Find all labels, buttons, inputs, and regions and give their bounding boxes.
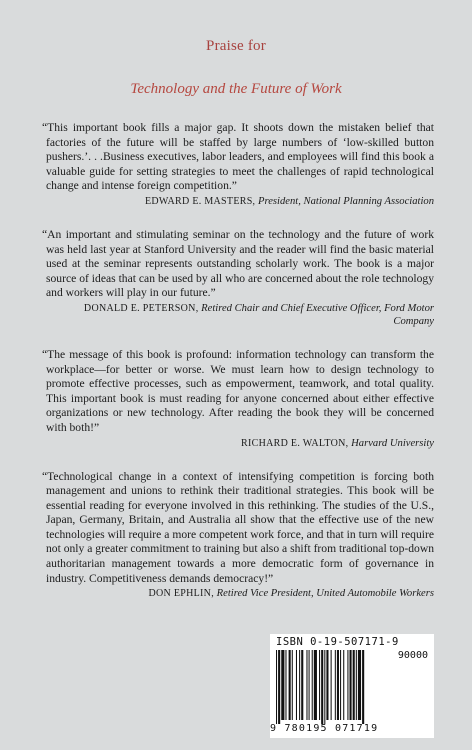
attribution-name: RICHARD E. WALTON,	[241, 437, 349, 449]
barcode-bar	[324, 650, 325, 724]
ean-digits: 9 780195 071719	[270, 723, 379, 734]
barcode-bar	[301, 650, 303, 720]
barcode-bar	[350, 650, 352, 720]
barcode-bar	[335, 650, 336, 720]
barcode-bar	[340, 650, 341, 720]
attribution-role: Retired Vice President, United Automobile Workers	[216, 588, 434, 600]
quotes-list	[42, 121, 434, 620]
attribution-role: Harvard University	[351, 437, 434, 449]
barcode-bar	[343, 650, 344, 720]
barcode-bar	[326, 650, 328, 720]
barcode-bar	[337, 650, 339, 720]
praise-label: Praise for	[206, 38, 266, 54]
quote-text: “The message of this book is profound: information technology can transform the workplace—for better or worse. We must learn how to design technology to promote effective processes, such as empowerment, teamwork, and total quality. This important book is must reading for anyone concerned about either effective organizations or new technology. After reading the book they will be concerned with both!”	[42, 347, 434, 434]
quote-masters	[42, 121, 434, 208]
barcode-bar	[278, 650, 280, 724]
barcode-bar	[314, 650, 317, 720]
barcode-bar	[353, 650, 355, 720]
barcode-bar	[299, 650, 300, 720]
price-code: 90000	[397, 650, 428, 661]
barcode-bar	[321, 650, 323, 724]
attribution-role: Retired Chair and Chief Executive Officer, Ford Motor Company	[201, 302, 434, 327]
quote-walton	[42, 348, 434, 450]
barcode-bar	[347, 650, 348, 720]
attribution	[42, 195, 434, 208]
barcode-bar	[362, 650, 364, 724]
quote-text: “This important book fills a major gap. It shoots down the mistaken belief that factories of the future will be staffed by large numbers of ‘low-skilled button pushers.’. . .Business executives, labor leaders, and employees will find this book a valuable guide for setting strategies to meet the challenges of rapid technological change and intense foreign competition.”	[42, 121, 434, 193]
barcode-bar	[309, 650, 310, 720]
barcode-bars-icon	[276, 650, 386, 724]
quote-text: “Technological change in a context of intensifying competition is forcing both management and unions to rethink their traditional strategies. This book will be essential reading for everyone involved in this rethinking. The studies of the U.S., Japan, Germany, Britain, and Australia all show that the effective use of the new technologies will require a more competent work force, and that in turn will require not only a greater commitment to training but also a shift from traditional top-down authoritarian management towards a more democratic form of governance in industry. Competitiveness demands democracy!”	[42, 469, 434, 585]
barcode-bar	[319, 650, 320, 720]
barcode-bar	[285, 650, 286, 720]
attribution	[42, 437, 434, 450]
barcode-bar	[289, 650, 291, 720]
barcode-bar	[296, 650, 297, 720]
attribution-name: EDWARD E. MASTERS,	[144, 195, 256, 207]
quote-ephlin	[42, 470, 434, 601]
barcode-bar	[306, 650, 307, 720]
barcode-bar	[312, 650, 313, 720]
attribution	[42, 302, 434, 328]
attribution	[42, 587, 434, 600]
barcode-bar	[281, 650, 284, 720]
barcode-bar	[356, 650, 357, 720]
quote-peterson	[42, 228, 434, 328]
isbn-barcode	[270, 634, 434, 738]
barcode-bar	[276, 650, 277, 724]
attribution-name: DONALD E. PETERSON,	[83, 302, 199, 314]
attribution-name: DON EPHLIN,	[148, 588, 215, 600]
quote-text: “An important and stimulating seminar on the technology and the future of work was held last year at Stanford University and the reader will find the basic material used at the seminar represents outstanding scholarly work. The book is a major source of ideas that can be used by all who are concerned about the role technology and workers will play in our future.”	[42, 227, 434, 300]
isbn-label: ISBN 0-19-507171-9	[276, 636, 399, 648]
barcode-bar	[358, 650, 361, 720]
attribution-role: President, National Planning Association	[258, 195, 434, 207]
header	[0, 38, 472, 98]
barcode-bar	[292, 650, 293, 720]
barcode-bar	[331, 650, 332, 720]
book-title: Technology and the Future of Work	[130, 81, 342, 97]
